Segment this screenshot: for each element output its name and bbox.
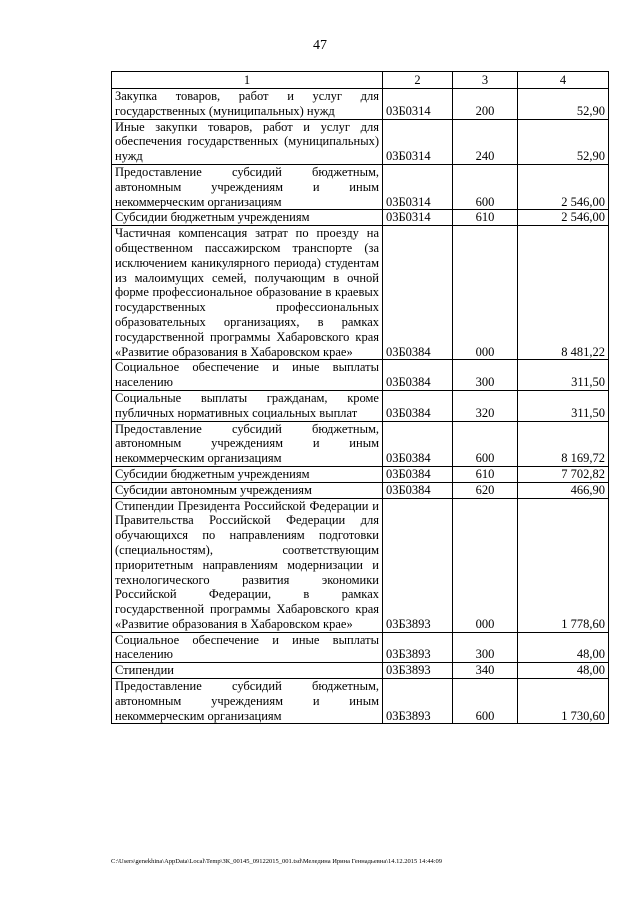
- header-cell-4: 4: [518, 72, 609, 89]
- row-amount: 1 778,60: [518, 498, 609, 632]
- row-type: 200: [453, 89, 518, 120]
- row-code: 03Б3893: [383, 679, 453, 724]
- row-type: 300: [453, 632, 518, 663]
- row-type: 240: [453, 119, 518, 164]
- header-cell-1: 1: [112, 72, 383, 89]
- row-code: 03Б3893: [383, 498, 453, 632]
- header-cell-3: 3: [453, 72, 518, 89]
- row-type: 320: [453, 390, 518, 421]
- page-number: 47: [313, 38, 327, 53]
- table-row: [112, 632, 609, 663]
- row-amount: 311,50: [518, 390, 609, 421]
- row-code: 03Б0384: [383, 390, 453, 421]
- row-type: 340: [453, 663, 518, 679]
- row-amount: 52,90: [518, 89, 609, 120]
- row-type: 600: [453, 164, 518, 209]
- row-name: Субсидии автономным учреждениям: [112, 482, 383, 498]
- row-code: 03Б0384: [383, 466, 453, 482]
- row-name: Социальное обеспечение и иные выплаты населению: [112, 632, 383, 663]
- header-cell-2: 2: [383, 72, 453, 89]
- row-type: 600: [453, 421, 518, 466]
- table-row: [112, 226, 609, 360]
- row-amount: 52,90: [518, 119, 609, 164]
- row-amount: 2 546,00: [518, 210, 609, 226]
- row-name: Предоставление субсидий бюджетным, автономным учреждениям и иным некоммерческим организациям: [112, 679, 383, 724]
- row-amount: 8 169,72: [518, 421, 609, 466]
- row-amount: 48,00: [518, 632, 609, 663]
- row-amount: 7 702,82: [518, 466, 609, 482]
- row-amount: 311,50: [518, 360, 609, 391]
- table-row: [112, 360, 609, 391]
- table-row: [112, 164, 609, 209]
- row-code: 03Б0384: [383, 421, 453, 466]
- row-code: 03Б0314: [383, 210, 453, 226]
- row-code: 03Б0384: [383, 226, 453, 360]
- row-name: Предоставление субсидий бюджетным, автономным учреждениям и иным некоммерческим организациям: [112, 421, 383, 466]
- row-code: 03Б0314: [383, 89, 453, 120]
- table-row: [112, 679, 609, 724]
- row-code: 03Б3893: [383, 663, 453, 679]
- row-amount: 48,00: [518, 663, 609, 679]
- table-row: [112, 663, 609, 679]
- row-amount: 1 730,60: [518, 679, 609, 724]
- row-name: Иные закупки товаров, работ и услуг для обеспечения государственных (муниципальных) нужд: [112, 119, 383, 164]
- row-type: 000: [453, 226, 518, 360]
- table-header-row: [112, 72, 609, 89]
- table-row: [112, 119, 609, 164]
- table-row: [112, 210, 609, 226]
- row-type: 620: [453, 482, 518, 498]
- table-row: [112, 482, 609, 498]
- row-name: Социальные выплаты гражданам, кроме публичных нормативных социальных выплат: [112, 390, 383, 421]
- table-row: [112, 390, 609, 421]
- row-type: 300: [453, 360, 518, 391]
- table-row: [112, 421, 609, 466]
- row-name: Предоставление субсидий бюджетным, автономным учреждениям и иным некоммерческим организациям: [112, 164, 383, 209]
- row-amount: 466,90: [518, 482, 609, 498]
- row-code: 03Б0384: [383, 482, 453, 498]
- row-name: Субсидии бюджетным учреждениям: [112, 466, 383, 482]
- row-name: Закупка товаров, работ и услуг для государственных (муниципальных) нужд: [112, 89, 383, 120]
- row-type: 610: [453, 210, 518, 226]
- row-code: 03Б0314: [383, 119, 453, 164]
- row-code: 03Б0384: [383, 360, 453, 391]
- row-name: Социальное обеспечение и иные выплаты населению: [112, 360, 383, 391]
- row-amount: 2 546,00: [518, 164, 609, 209]
- table-row: [112, 466, 609, 482]
- row-code: 03Б0314: [383, 164, 453, 209]
- footer-file-path: C:\Users\genekhina\AppData\Local\Temp\ЗК_00145_09122015_001.tsd\Меледина Ирина Геннадьевна\14.12.2015 14:44:09: [111, 858, 442, 865]
- table-row: [112, 498, 609, 632]
- row-name: Частичная компенсация затрат по проезду на общественном пассажирском транспорте (за исключением каникулярного периода) студентам из малоимущих семей, получающим в очной форме профессиональное образование в краевых государственных профессиональных образовательных организациях, в рамках государственной программы Хабаровского края «Развитие образования в Хабаровском крае»: [112, 226, 383, 360]
- row-type: 600: [453, 679, 518, 724]
- row-name: Субсидии бюджетным учреждениям: [112, 210, 383, 226]
- row-name: Стипендии Президента Российской Федерации и Правительства Российской Федерации для обучающихся по направлениям подготовки (специальностям), соответствующим приоритетным направлениям модернизации и технологического развития экономики Российской Федерации, в рамках государственной программы Хабаровского края «Развитие образования в Хабаровском крае»: [112, 498, 383, 632]
- row-name: Стипендии: [112, 663, 383, 679]
- row-type: 610: [453, 466, 518, 482]
- row-amount: 8 481,22: [518, 226, 609, 360]
- row-code: 03Б3893: [383, 632, 453, 663]
- row-type: 000: [453, 498, 518, 632]
- table-row: [112, 89, 609, 120]
- budget-table: [111, 71, 609, 724]
